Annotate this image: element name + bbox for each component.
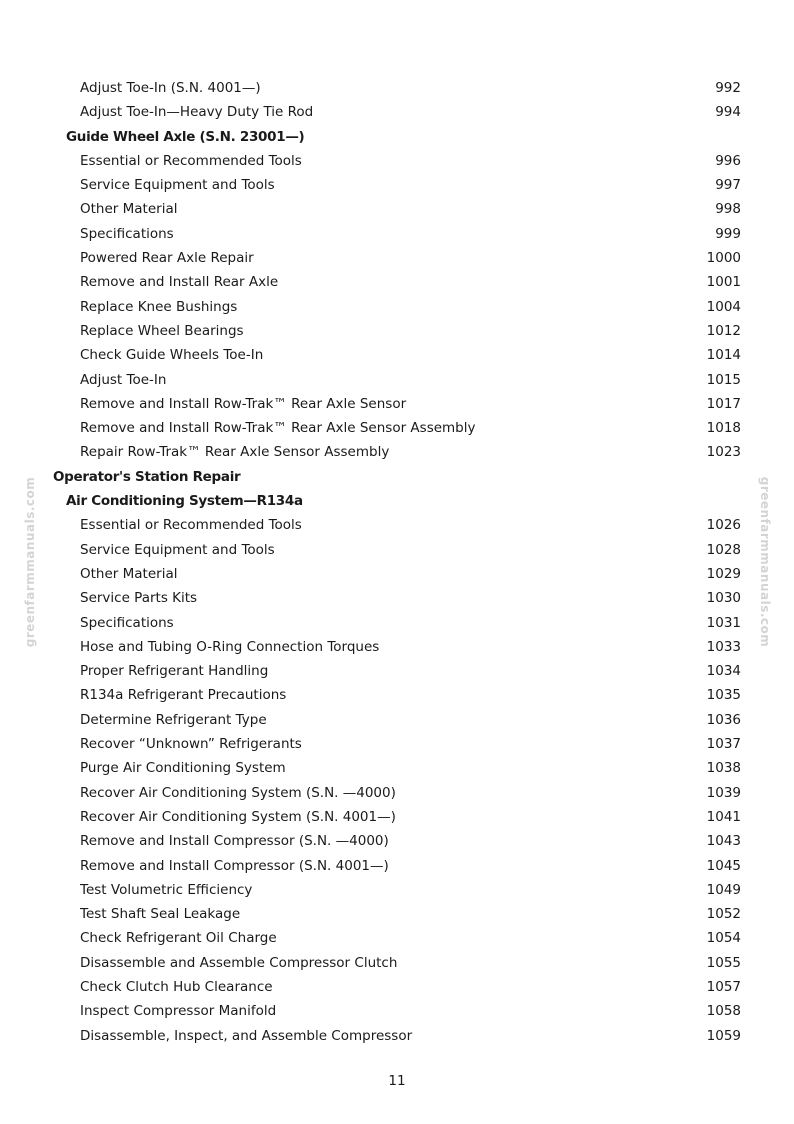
toc-entry-page-number: 1055 (706, 954, 741, 971)
toc-entry-page-number: 1031 (706, 614, 741, 631)
toc-entry-title: Operator's Station Repair (53, 468, 241, 485)
toc-entry[interactable] (0, 999, 794, 1023)
toc-entry-title: Service Parts Kits (80, 590, 198, 607)
toc-entry-title: Recover Air Conditioning System (S.N. —4000) (80, 784, 396, 801)
toc-entry-page-number: 999 (715, 225, 741, 242)
toc-entry[interactable] (0, 246, 794, 270)
table-of-contents (0, 76, 794, 1048)
toc-entry-page-number: 1012 (706, 322, 741, 339)
toc-entry[interactable] (0, 416, 794, 440)
toc-entry[interactable] (0, 368, 794, 392)
toc-entry[interactable] (0, 295, 794, 319)
toc-entry[interactable] (0, 926, 794, 950)
toc-entry[interactable] (0, 222, 794, 246)
toc-entry[interactable] (0, 197, 794, 221)
toc-entry-title: Adjust Toe-In (80, 371, 167, 388)
toc-entry-page-number: 1033 (706, 638, 741, 655)
toc-entry-title: Powered Rear Axle Repair (80, 250, 254, 267)
toc-entry[interactable] (0, 951, 794, 975)
toc-entry-title: Adjust Toe-In (S.N. 4001—) (80, 80, 261, 96)
toc-entry-title: Air Conditioning System—R134a (66, 493, 303, 510)
toc-entry-title: Test Shaft Seal Leakage (80, 906, 241, 923)
toc-entry[interactable] (0, 805, 794, 829)
toc-entry[interactable] (0, 659, 794, 683)
toc-entry-title: Repair Row-Trak™ Rear Axle Sensor Assembly (80, 444, 390, 461)
toc-entry-page-number: 1023 (706, 444, 741, 461)
toc-subsection-heading[interactable] (0, 489, 794, 513)
toc-entry-page-number: 1004 (706, 298, 741, 315)
toc-entry[interactable] (0, 975, 794, 999)
toc-entry[interactable] (0, 708, 794, 732)
toc-entry-title: Remove and Install Compressor (S.N. 4001—) (80, 857, 389, 874)
toc-section-heading[interactable] (0, 465, 794, 489)
toc-entry[interactable] (0, 586, 794, 610)
toc-entry-page-number: 1039 (706, 784, 741, 801)
toc-entry-page-number: 1000 (706, 250, 741, 267)
toc-entry-title: Other Material (80, 565, 178, 582)
toc-entry-page-number: 1029 (706, 565, 741, 582)
toc-entry-page-number: 1014 (706, 347, 741, 364)
toc-entry-title: Guide Wheel Axle (S.N. 23001—) (66, 128, 305, 145)
toc-entry-title: Disassemble and Assemble Compressor Clutch (80, 954, 398, 971)
toc-entry-title: Adjust Toe-In—Heavy Duty Tie Rod (80, 104, 314, 121)
toc-entry[interactable] (0, 440, 794, 464)
toc-entry-page-number: 1054 (706, 930, 741, 947)
toc-entry[interactable] (0, 854, 794, 878)
toc-entry[interactable] (0, 829, 794, 853)
toc-entry-page-number: 1059 (706, 1027, 741, 1044)
toc-entry[interactable] (0, 270, 794, 294)
toc-entry-page-number: 1030 (706, 590, 741, 607)
toc-entry-title: Essential or Recommended Tools (80, 517, 302, 534)
toc-entry[interactable] (0, 611, 794, 635)
toc-entry[interactable] (0, 562, 794, 586)
toc-entry[interactable] (0, 100, 794, 124)
toc-entry-page-number: 1026 (706, 517, 741, 534)
toc-entry-title: Hose and Tubing O-Ring Connection Torques (80, 638, 380, 655)
toc-entry-title: Proper Refrigerant Handling (80, 663, 269, 680)
toc-entry[interactable] (0, 538, 794, 562)
toc-entry-page-number: 1049 (706, 881, 741, 898)
toc-entry-page-number: 1041 (706, 808, 741, 825)
toc-entry[interactable] (0, 878, 794, 902)
toc-subsection-heading[interactable] (0, 125, 794, 149)
toc-entry-page-number: 1015 (706, 371, 741, 388)
toc-entry-page-number: 994 (715, 104, 741, 121)
toc-entry-title: Determine Refrigerant Type (80, 711, 267, 728)
toc-entry-page-number: 1001 (706, 274, 741, 291)
toc-entry-title: Test Volumetric Efficiency (80, 881, 253, 898)
toc-entry[interactable] (0, 781, 794, 805)
watermark-right: greenfarmmanuals.com (758, 476, 772, 648)
toc-entry-title: Purge Air Conditioning System (80, 760, 286, 777)
toc-entry[interactable] (0, 732, 794, 756)
toc-entry-title: R134a Refrigerant Precautions (80, 687, 287, 704)
toc-entry-page-number: 1052 (706, 906, 741, 923)
toc-entry-page-number: 1037 (706, 736, 741, 753)
toc-entry[interactable] (0, 1024, 794, 1048)
toc-entry-title: Service Equipment and Tools (80, 177, 275, 194)
watermark-left: greenfarmmanuals.com (23, 476, 37, 648)
toc-entry-title: Replace Wheel Bearings (80, 322, 244, 339)
toc-entry-page-number: 1035 (706, 687, 741, 704)
toc-entry-title: Remove and Install Compressor (S.N. —4000) (80, 833, 389, 850)
toc-entry-title: Remove and Install Rear Axle (80, 274, 279, 291)
toc-entry[interactable] (0, 343, 794, 367)
toc-entry-title: Recover “Unknown” Refrigerants (80, 736, 302, 753)
toc-entry-page-number: 1018 (706, 420, 741, 437)
toc-entry-page-number: 1038 (706, 760, 741, 777)
toc-entry-page-number: 1034 (706, 663, 741, 680)
toc-entry[interactable] (0, 756, 794, 780)
toc-entry-title: Service Equipment and Tools (80, 541, 275, 558)
toc-entry-title: Check Guide Wheels Toe-In (80, 347, 264, 364)
toc-entry-page-number: 992 (715, 80, 741, 96)
toc-entry[interactable] (0, 392, 794, 416)
toc-entry[interactable] (0, 319, 794, 343)
toc-entry-title: Specifications (80, 225, 174, 242)
toc-entry-title: Check Refrigerant Oil Charge (80, 930, 277, 947)
toc-entry-page-number: 1057 (706, 978, 741, 995)
toc-entry-title: Disassemble, Inspect, and Assemble Compressor (80, 1027, 413, 1044)
toc-entry[interactable] (0, 635, 794, 659)
toc-entry-title: Replace Knee Bushings (80, 298, 238, 315)
toc-entry-title: Remove and Install Row-Trak™ Rear Axle Sensor Assembly (80, 420, 476, 437)
toc-entry-page-number: 996 (715, 152, 741, 169)
toc-entry-title: Check Clutch Hub Clearance (80, 978, 273, 995)
toc-entry-page-number: 1028 (706, 541, 741, 558)
toc-entry-page-number: 1043 (706, 833, 741, 850)
toc-entry-title: Other Material (80, 201, 178, 218)
toc-entry-title: Specifications (80, 614, 174, 631)
toc-entry-title: Recover Air Conditioning System (S.N. 4001—) (80, 808, 396, 825)
toc-entry-title: Remove and Install Row-Trak™ Rear Axle Sensor (80, 395, 407, 412)
toc-entry-title: Essential or Recommended Tools (80, 152, 302, 169)
toc-entry-page-number: 1036 (706, 711, 741, 728)
toc-entry-page-number: 1017 (706, 395, 741, 412)
toc-entry-page-number: 1058 (706, 1003, 741, 1020)
toc-entry[interactable] (0, 513, 794, 537)
toc-entry[interactable] (0, 902, 794, 926)
page-number: 11 (388, 1073, 406, 1089)
toc-entry-page-number: 1045 (706, 857, 741, 874)
toc-entry-page-number: 997 (715, 177, 741, 194)
toc-entry-page-number: 998 (715, 201, 741, 218)
toc-entry[interactable] (0, 76, 794, 100)
toc-entry-title: Inspect Compressor Manifold (80, 1003, 277, 1020)
toc-entry[interactable] (0, 149, 794, 173)
toc-entry[interactable] (0, 173, 794, 197)
toc-entry[interactable] (0, 683, 794, 707)
